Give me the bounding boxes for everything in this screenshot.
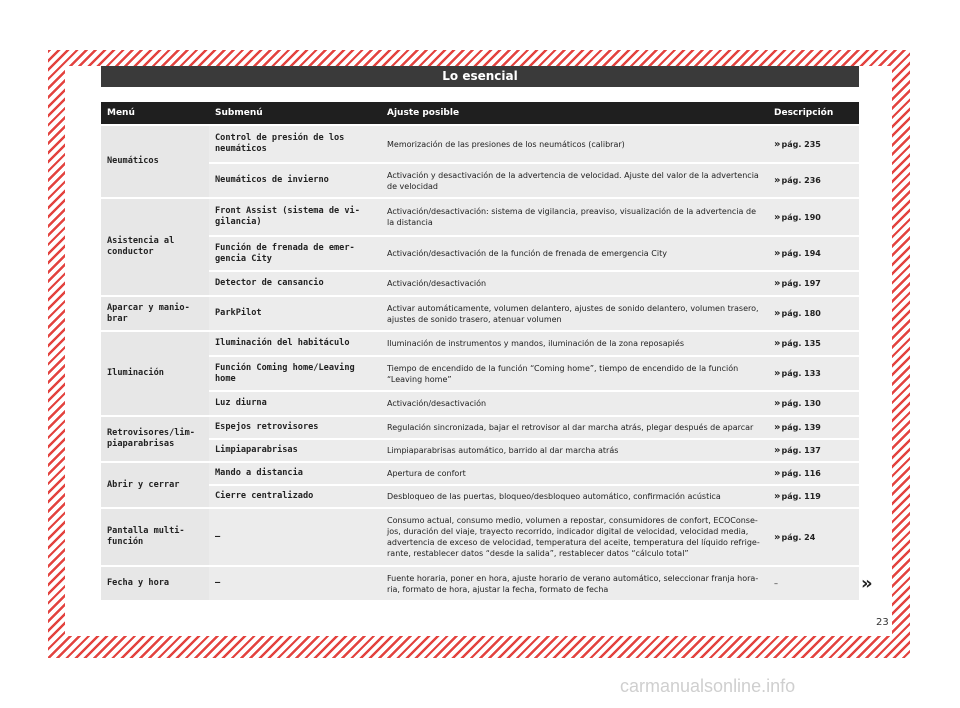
menu-cell: Abrir y cerrar (101, 463, 209, 507)
menu-cell: Iluminación (101, 332, 209, 415)
setting-cell: Activación/desactivación (381, 392, 768, 415)
setting-cell: Memorización de las presiones de los neumáticos (calibrar) (381, 126, 768, 162)
setting-cell: Activación/desactivación de la función de frenada de emergencia City (381, 237, 768, 270)
submenu-cell: Detector de cansancio (209, 272, 381, 295)
continued-arrow-icon: » (861, 573, 873, 594)
column-header-submenu: Submenú (209, 102, 381, 124)
table-row (101, 357, 859, 390)
page-reference-link[interactable]: pág. 119 (781, 492, 821, 501)
page-reference-link[interactable]: pág. 194 (781, 249, 821, 258)
description-cell (768, 392, 859, 415)
page-reference-link[interactable]: pág. 139 (781, 423, 821, 432)
table-row (101, 417, 859, 438)
page-reference-arrow-icon: » (774, 175, 780, 186)
description-cell (768, 486, 859, 507)
table-row (101, 297, 859, 330)
table-row (101, 486, 859, 507)
submenu-cell: Luz diurna (209, 392, 381, 415)
setting-cell: Activación/desactivación: sistema de vigilancia, preaviso, visualización de la advertencia de la distancia (381, 199, 768, 235)
page-reference-arrow-icon: » (774, 368, 780, 379)
table-row (101, 272, 859, 295)
table-row (101, 164, 859, 197)
page-reference-link[interactable]: pág. 135 (781, 339, 821, 348)
page-reference-link[interactable]: pág. 116 (781, 469, 821, 478)
table-row (101, 567, 859, 600)
setting-cell: Activación y desactivación de la advertencia de velocidad. Ajuste del valor de la advertencia de velocidad (381, 164, 768, 197)
description-cell (768, 417, 859, 438)
description-cell (768, 237, 859, 270)
table-row (101, 126, 859, 162)
submenu-cell: Neumáticos de invierno (209, 164, 381, 197)
setting-cell: Desbloqueo de las puertas, bloqueo/desbloqueo automático, confirmación acústica (381, 486, 768, 507)
page-reference-arrow-icon: » (774, 445, 780, 456)
submenu-cell: Mando a distancia (209, 463, 381, 484)
page-reference-arrow-icon: » (774, 422, 780, 433)
menu-cell: Aparcar y manio-brar (101, 297, 209, 330)
submenu-cell: Iluminación del habitáculo (209, 332, 381, 355)
page-reference-link[interactable]: pág. 180 (781, 309, 821, 318)
submenu-cell: – (209, 567, 381, 600)
page-number: 23 (876, 617, 889, 628)
setting-cell: Consumo actual, consumo medio, volumen a repostar, consumidores de confort, ECOConse-jos, duración del viaje, trayecto recorrido, indicador digital de velocidad, velocidad media, advertencia de exceso de velocidad, temperatura del aceite, temperatura del líquido refrige-rante, restablecer datos “desde la salida”, restablecer datos “cálculo total” (381, 509, 768, 565)
menu-cell: Neumáticos (101, 126, 209, 197)
page-reference-link[interactable]: pág. 133 (781, 369, 821, 378)
submenu-cell: Front Assist (sistema de vi-gilancia) (209, 199, 381, 235)
table-row (101, 463, 859, 484)
menu-cell: Asistencia al conductor (101, 199, 209, 295)
page-reference-arrow-icon: » (774, 338, 780, 349)
section-title-bar: Lo esencial (101, 66, 859, 87)
page-reference-arrow-icon: » (774, 398, 780, 409)
table-row (101, 440, 859, 461)
menu-cell: Pantalla multi-función (101, 509, 209, 565)
page-reference-link[interactable]: pág. 236 (781, 176, 821, 185)
menu-cell: Retrovisores/lim-piaparabrisas (101, 417, 209, 461)
submenu-cell: Espejos retrovisores (209, 417, 381, 438)
page-reference-arrow-icon: » (774, 491, 780, 502)
page-reference-arrow-icon: » (774, 211, 780, 223)
setting-cell: Fuente horaria, poner en hora, ajuste horario de verano automático, seleccionar franja hora-ria, formato de hora, ajustar la fecha, formato de fecha (381, 567, 768, 600)
description-cell (768, 126, 859, 162)
page-reference-link[interactable]: pág. 137 (781, 446, 821, 455)
watermark: carmanualsonline.info (620, 676, 796, 696)
page-reference-arrow-icon: » (774, 138, 780, 150)
description-cell (768, 567, 859, 600)
settings-table (101, 100, 859, 602)
description-cell (768, 164, 859, 197)
description-text: – (774, 579, 778, 588)
setting-cell: Iluminación de instrumentos y mandos, iluminación de la zona reposapiés (381, 332, 768, 355)
submenu-cell: Función de frenada de emer-gencia City (209, 237, 381, 270)
submenu-cell: ParkPilot (209, 297, 381, 330)
description-cell (768, 440, 859, 461)
submenu-cell: Función Coming home/Leaving home (209, 357, 381, 390)
column-header-setting: Ajuste posible (381, 102, 768, 124)
description-cell (768, 199, 859, 235)
submenu-cell: – (209, 509, 381, 565)
setting-cell: Limpiaparabrisas automático, barrido al dar marcha atrás (381, 440, 768, 461)
column-header-description: Descripción (768, 102, 859, 124)
setting-cell: Regulación sincronizada, bajar el retrovisor al dar marcha atrás, plegar después de aparcar (381, 417, 768, 438)
page-reference-link[interactable]: pág. 24 (781, 532, 816, 542)
table-row (101, 237, 859, 270)
page-reference-link[interactable]: pág. 190 (781, 212, 821, 222)
table-row (101, 392, 859, 415)
page-reference-link[interactable]: pág. 130 (781, 399, 821, 408)
setting-cell: Activación/desactivación (381, 272, 768, 295)
page-reference-arrow-icon: » (774, 531, 780, 543)
page-reference-arrow-icon: » (774, 278, 780, 289)
description-cell (768, 509, 859, 565)
submenu-cell: Cierre centralizado (209, 486, 381, 507)
description-cell (768, 297, 859, 330)
table-row (101, 199, 859, 235)
page-reference-link[interactable]: pág. 235 (781, 139, 821, 149)
menu-cell: Fecha y hora (101, 567, 209, 600)
table-header-row (101, 102, 859, 124)
table-row (101, 509, 859, 565)
description-cell (768, 357, 859, 390)
setting-cell: Tiempo de encendido de la función “Coming home”, tiempo de encendido de la función “Leaving home” (381, 357, 768, 390)
page-reference-arrow-icon: » (774, 308, 780, 319)
page-reference-link[interactable]: pág. 197 (781, 279, 821, 288)
page-reference-arrow-icon: » (774, 248, 780, 259)
page-reference-arrow-icon: » (774, 468, 780, 479)
description-cell (768, 272, 859, 295)
setting-cell: Activar automáticamente, volumen delantero, ajustes de sonido delantero, volumen trasero, ajustes de sonido trasero, atenuar volumen (381, 297, 768, 330)
description-cell (768, 463, 859, 484)
table-row (101, 332, 859, 355)
submenu-cell: Limpiaparabrisas (209, 440, 381, 461)
description-cell (768, 332, 859, 355)
setting-cell: Apertura de confort (381, 463, 768, 484)
table-body (101, 126, 859, 600)
submenu-cell: Control de presión de los neumáticos (209, 126, 381, 162)
column-header-menu: Menú (101, 102, 209, 124)
